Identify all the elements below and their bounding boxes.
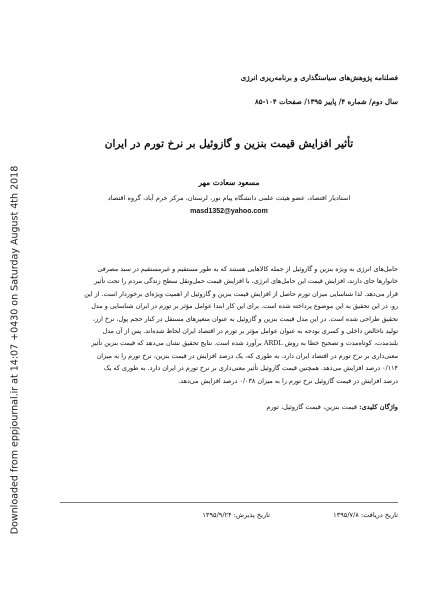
abstract (60, 263, 398, 387)
abstract-line: ۰/۱۱۴ درصد افزایش می‌دهد. همچنین قیمت گازوئیل تأثیر معنی‌داری بر نرخ تورم در ایران دارد. به طوری که یک (103, 364, 398, 373)
abstract-line: تولید ناخالص داخلی و کسری بودجه به عنوان عوامل مؤثر بر تورم در اقتصاد ایران لحاظ شده‌اند. پس از آن مدل (102, 327, 398, 336)
abstract-line: حامل‌های انرژی به ویژه بنزین و گازوئیل از جمله کالاهایی هستند که به طور مستقیم و غیرمستقیم در سبد مصرفی (97, 265, 398, 273)
author-name: مسعود سعادت مهر (198, 178, 260, 187)
abstract-line: قرار می‌دهد. لذا شناسایی میزان تورم حاصل از افزایش قیمت بنزین و گازوئیل از اهمیت ویژه‌ای برخوردار است. از این (84, 289, 398, 298)
article-page (60, 0, 398, 600)
abstract-line: تحقیق طراحی شده است. در این مدل قیمت بنزین و گازوئیل به عنوان متغیرهای مستقل در کنار حجم پول، نرخ ارز، (92, 314, 398, 323)
author-email[interactable]: masd1352@yahoo.com (190, 208, 268, 215)
article-title: تأثیر افزایش قیمت بنزین و گازوئیل بر نرخ تورم در ایران (104, 138, 354, 150)
date-accepted: تاریخ پذیرش: ۱۳۹۵/۹/۲۴ (202, 511, 270, 519)
abstract-line: درصد افزایش در قیمت گازوئیل نرخ تورم را به میزان ۰/۰۳۸ درصد افزایش می‌دهد. (178, 376, 398, 385)
keywords-label: واژگان کلیدی: (359, 403, 398, 411)
keywords (60, 403, 398, 411)
date-received: تاریخ دریافت: ۱۳۹۵/۷/۸ (333, 511, 398, 519)
abstract-line: رو، در این تحقیق به این موضوع پرداخته شده است. برای این کار ابتدا عوامل مؤثر بر تورم در ایران شناسایی و مدل (91, 302, 398, 311)
journal-name: فصلنامه پژوهش‌های سیاستگذاری و برنامه‌ریزی انرژی (240, 73, 398, 82)
author-block (60, 178, 398, 215)
footer-divider (60, 502, 398, 503)
author-affiliation: استادیار اقتصاد، عضو هیئت علمی دانشگاه پیام نور، لرستان، مرکز خرم آباد، گروه اقتصاد (107, 194, 351, 202)
download-note: Downloaded from eppjournal.ir at 14:07 +0430 on Saturday August 4th 2018 (9, 165, 21, 535)
issue-info: سال دوم/ شماره ۴/ پاییز ۱۳۹۵/ صفحات ۱۰۴-۸۵ (254, 97, 398, 106)
abstract-line: خانوارها جای دارند، افزایش قیمت این حامل‌های انرژی، با افزایش قیمت حمل‌ونقل سطح زندگی مردم را تحت تأثیر (94, 277, 398, 286)
abstract-line: معنی‌داری بر نرخ تورم در اقتصاد ایران دارد. به طوری که، یک درصد افزایش در قیمت بنزین، نرخ تورم را به میزان (96, 351, 398, 360)
abstract-line: بلندمدت، کوتاه‌مدت و تصحیح خطا به روش ARDL برآورد شده است. نتایج تحقیق نشان می‌دهد که قیمت بنزین تأثیر (91, 339, 398, 348)
keywords-text: قیمت بنزین، قیمت گازوئیل، تورم (266, 403, 358, 411)
download-watermark (8, 130, 22, 570)
